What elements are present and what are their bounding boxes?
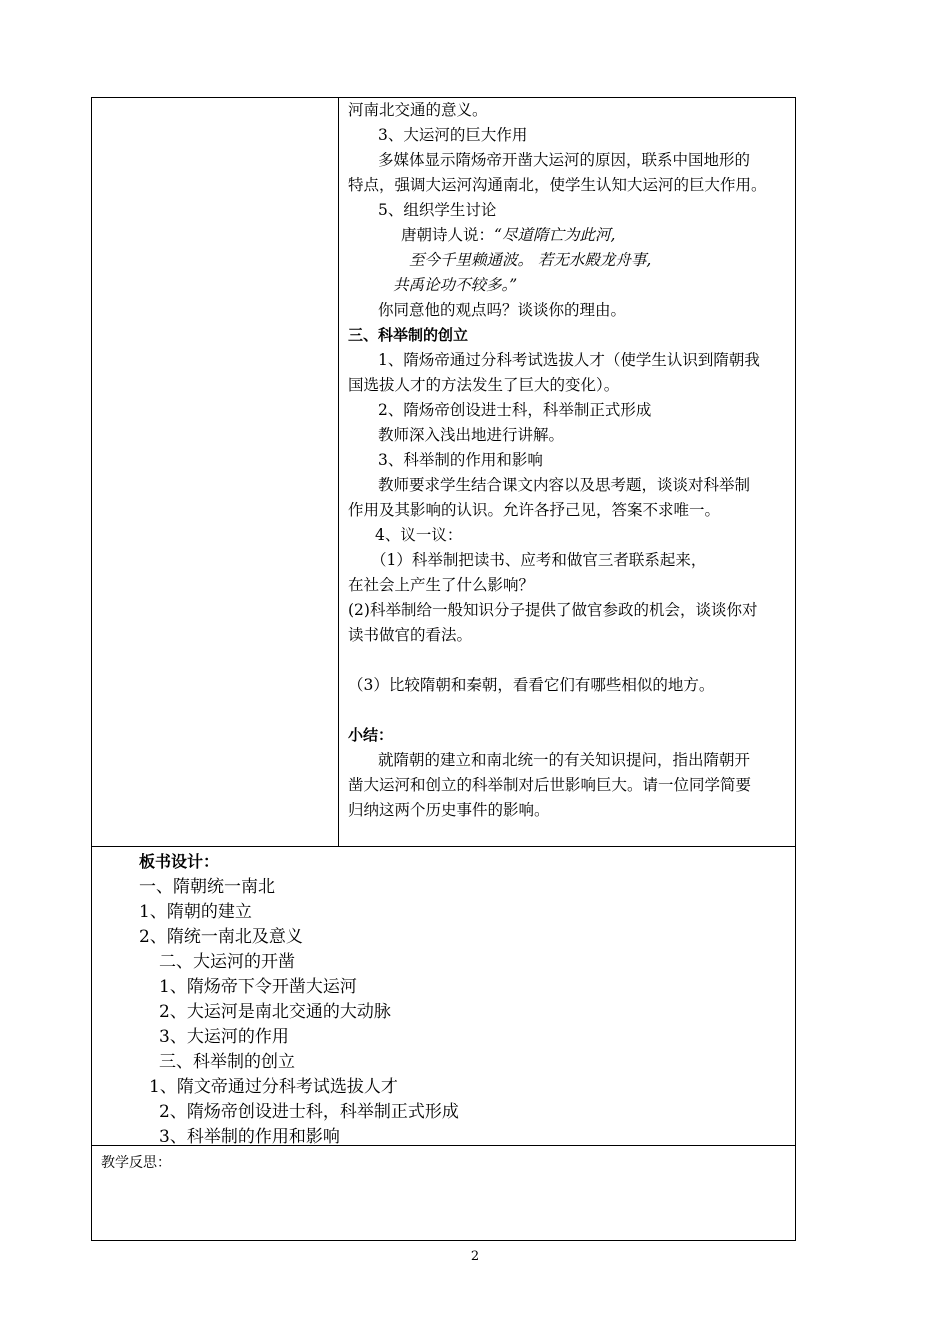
text-line: 你同意他的观点吗？谈谈你的理由。: [378, 301, 627, 319]
question-line: 读书做官的看法。: [348, 626, 473, 644]
summary-title: 小结：: [348, 726, 394, 744]
text-line: 教师要求学生结合课文内容以及思考题，谈谈对科举制: [378, 476, 751, 494]
text-line: 河南北交通的意义。: [348, 101, 488, 119]
board-line: 3、科举制的作用和影响: [159, 1127, 340, 1147]
board-title: 板书设计：: [139, 852, 220, 871]
section-heading: 3、大运河的巨大作用: [378, 126, 528, 144]
board-line: 2、大运河是南北交通的大动脉: [159, 1002, 391, 1022]
reflection-label: 教学反思：: [101, 1155, 171, 1171]
process-row: [92, 98, 795, 847]
poem-intro: [401, 226, 615, 244]
empty-left-cell: [92, 98, 339, 846]
question-line: （3）比较隋朝和秦朝，看看它们有哪些相似的地方。: [348, 676, 715, 694]
board-line: 2、隋炀帝创设进士科，科举制正式形成: [159, 1102, 459, 1122]
poem-line: “尽道隋亡为此河,: [494, 226, 616, 244]
section-title: 三、科举制的创立: [348, 326, 469, 344]
section-heading: 5、组织学生讨论: [378, 201, 497, 219]
board-line: 三、科举制的创立: [159, 1052, 295, 1072]
poem-attribution: 唐朝诗人说：: [401, 226, 495, 244]
section-heading: 2、隋炀帝创设进士科，科举制正式形成: [378, 401, 652, 419]
text-line: 1、隋炀帝通过分科考试选拔人才（使学生认识到隋朝我: [378, 351, 760, 369]
board-design-row: [92, 847, 795, 1146]
board-line: 2、隋统一南北及意义: [139, 927, 303, 947]
text-line: 教师深入浅出地进行讲解。: [378, 426, 565, 444]
text-line: 多媒体显示隋炀帝开凿大运河的原因，联系中国地形的: [378, 151, 751, 169]
summary-line: 凿大运河和创立的科举制对后世影响巨大。请一位同学简要: [348, 776, 752, 794]
board-line: 1、隋文帝通过分科考试选拔人才: [149, 1077, 398, 1097]
text-line: 国选拔人才的方法发生了巨大的变化）。: [348, 376, 620, 394]
board-line: 一、隋朝统一南北: [139, 877, 275, 897]
text-line: 特点，强调大运河沟通南北，使学生认知大运河的巨大作用。: [348, 176, 767, 194]
lesson-plan-table: [91, 97, 796, 1241]
board-line: 1、隋炀帝下令开凿大运河: [159, 977, 357, 997]
teaching-process-cell: [339, 98, 795, 846]
section-heading: 3、科举制的作用和影响: [378, 451, 543, 469]
text-line: 作用及其影响的认识。允许各抒己见，答案不求唯一。: [348, 501, 721, 519]
question-line: （1）科举制把读书、应考和做官三者联系起来，: [371, 551, 707, 569]
reflection-row: [92, 1146, 795, 1240]
board-line: 3、大运河的作用: [159, 1027, 289, 1047]
poem-line: 至今千里赖通波。 若无水殿龙舟事,: [409, 251, 652, 269]
question-line: (2)科举制给一般知识分子提供了做官参政的机会，谈谈你对: [348, 601, 758, 619]
page-number: 2: [470, 1249, 480, 1264]
board-line: 1、隋朝的建立: [139, 902, 252, 922]
summary-line: 就隋朝的建立和南北统一的有关知识提问，指出隋朝开: [378, 751, 751, 769]
poem-line: 共禹论功不较多。”: [393, 276, 518, 294]
board-line: 二、大运河的开凿: [159, 952, 295, 972]
summary-line: 归纳这两个历史事件的影响。: [348, 801, 550, 819]
section-heading: 4、议一议：: [375, 526, 463, 544]
question-line: 在社会上产生了什么影响？: [348, 576, 535, 594]
